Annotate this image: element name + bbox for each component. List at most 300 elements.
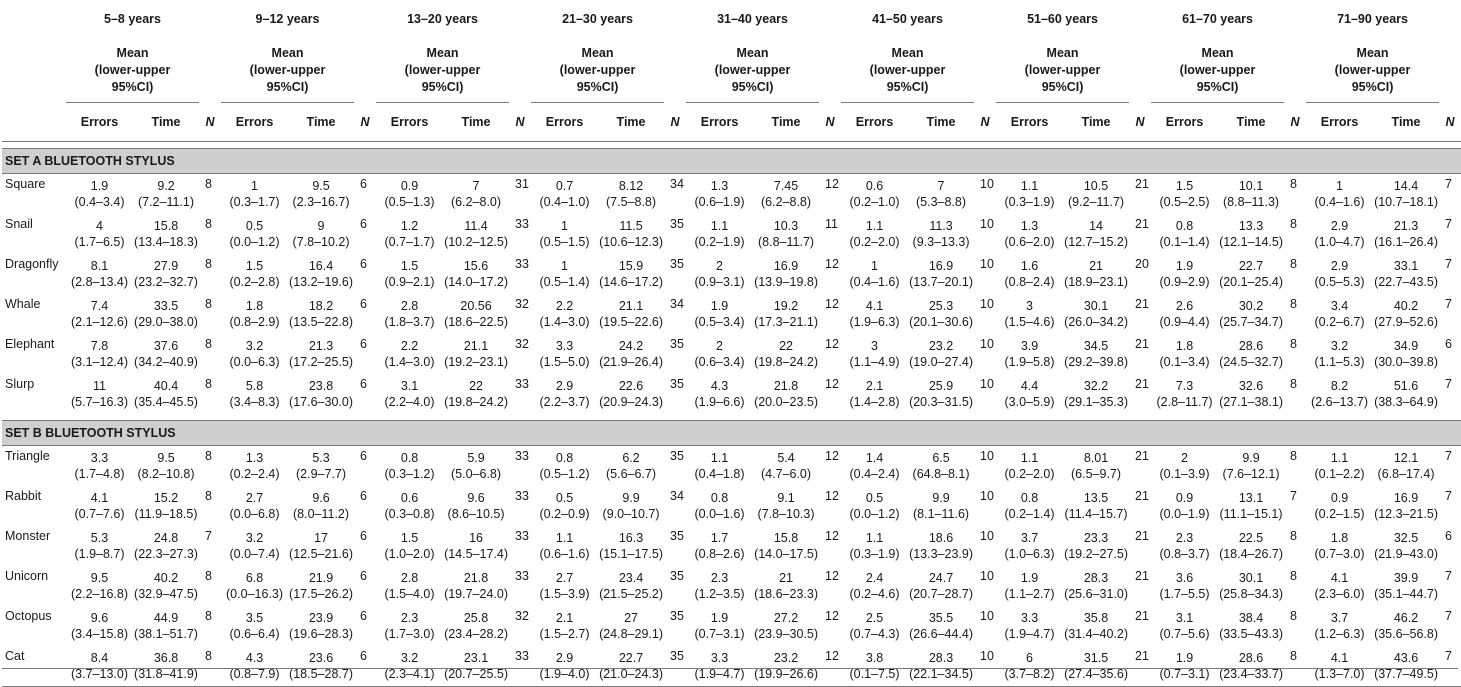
errors-ci: (0.6–1.9) [694, 195, 745, 209]
time-ci: (26.6–44.4) [909, 627, 973, 641]
time-ci: (20.9–24.3) [599, 395, 663, 409]
time-cell [908, 254, 974, 294]
errors-cell [996, 446, 1063, 487]
time-mean: 34.5 [1083, 339, 1109, 353]
header-blank [1129, 0, 1151, 38]
errors-ci: (1.4–3.0) [384, 355, 435, 369]
time-mean: 36.8 [153, 651, 179, 665]
errors-cell [376, 294, 443, 334]
time-mean: 9 [317, 219, 325, 233]
time-mean: 16 [469, 531, 483, 545]
mean-label: Mean [581, 45, 614, 60]
row-label: Elephant [5, 337, 55, 351]
time-cell [288, 646, 354, 687]
time-mean: 19.2 [773, 299, 799, 313]
errors-mean: 2 [716, 339, 723, 353]
errors-mean: 2.3 [1175, 531, 1194, 545]
mean-label-range: (lower-upper [249, 62, 326, 77]
errors-mean: 11 [93, 379, 106, 393]
table-row [2, 486, 1461, 526]
errors-mean: 4.1 [865, 299, 884, 313]
errors-cell [376, 566, 443, 606]
errors-mean: 5.8 [245, 379, 264, 393]
n-cell: 21 [1135, 529, 1149, 543]
time-ci: (13.9–19.8) [754, 275, 818, 289]
time-cell [598, 446, 664, 487]
mean-label-ci: 95%CI) [111, 79, 154, 94]
errors-cell [531, 214, 598, 254]
errors-mean: 1.1 [1020, 451, 1039, 465]
time-mean: 37.6 [153, 339, 179, 353]
time-mean: 9.1 [777, 491, 795, 505]
errors-mean: 1.8 [1175, 339, 1194, 353]
errors-cell [1151, 374, 1218, 414]
time-ci: (27.9–52.6) [1374, 315, 1438, 329]
errors-cell [531, 254, 598, 294]
errors-ci: (0.7–7.6) [74, 507, 125, 521]
time-mean: 39.9 [1393, 571, 1419, 585]
errors-mean: 1.3 [245, 451, 264, 465]
mean-label: Mean [271, 45, 304, 60]
time-ci: (21.9–26.4) [599, 355, 663, 369]
errors-mean: 3 [1026, 299, 1033, 313]
time-cell [908, 646, 974, 687]
mean-label: Mean [891, 45, 924, 60]
errors-ci: (0.8–2.4) [1004, 275, 1055, 289]
errors-ci: (1.7–5.5) [1159, 587, 1210, 601]
time-mean: 21 [779, 571, 793, 585]
time-cell [288, 254, 354, 294]
errors-mean: 0.8 [400, 451, 419, 465]
errors-ci: (1.2–3.5) [694, 587, 745, 601]
errors-header: Errors [376, 103, 443, 142]
errors-mean: 0.9 [1175, 491, 1194, 505]
errors-mean: 3.8 [865, 651, 884, 665]
mean-label-range: (lower-upper [94, 62, 171, 77]
time-mean: 25.8 [463, 611, 489, 625]
time-cell [443, 214, 509, 254]
errors-mean: 3.3 [555, 339, 574, 353]
errors-ci: (0.3–1.2) [384, 467, 435, 481]
time-cell [908, 606, 974, 646]
errors-ci: (0.9–2.1) [384, 275, 435, 289]
header-blank [1439, 0, 1461, 38]
time-mean: 23.2 [928, 339, 954, 353]
time-mean: 25.9 [928, 379, 954, 393]
n-cell: 7 [1445, 489, 1452, 503]
errors-ci: (2.8–11.7) [1156, 395, 1213, 409]
time-ci: (22.7–43.5) [1374, 275, 1438, 289]
errors-mean: 7.3 [1175, 379, 1194, 393]
errors-ci: (0.0–1.6) [694, 507, 745, 521]
errors-ci: (0.5–3.4) [694, 315, 745, 329]
n-cell: 10 [980, 489, 994, 503]
time-cell [1218, 214, 1284, 254]
time-ci: (7.2–11.1) [137, 195, 195, 209]
mean-label-range: (lower-upper [559, 62, 636, 77]
errors-mean: 2.6 [1175, 299, 1194, 313]
errors-ci: (0.5–1.2) [539, 467, 590, 481]
errors-mean: 8.1 [90, 259, 109, 273]
errors-cell [531, 294, 598, 334]
errors-mean: 3 [871, 339, 878, 353]
time-ci: (18.5–28.7) [289, 667, 353, 681]
time-cell [753, 646, 819, 687]
errors-cell [996, 334, 1063, 374]
time-ci: (26.0–34.2) [1064, 315, 1128, 329]
n-cell: 21 [1135, 489, 1149, 503]
errors-ci: (0.2–6.7) [1314, 315, 1365, 329]
errors-mean: 1.9 [710, 611, 729, 625]
n-cell: 7 [1445, 609, 1452, 623]
time-cell [1218, 486, 1284, 526]
time-mean: 9.9 [1242, 451, 1260, 465]
time-cell [908, 566, 974, 606]
time-ci: (23.4–28.2) [444, 627, 508, 641]
time-ci: (6.8–17.4) [1377, 467, 1435, 481]
errors-cell [1151, 646, 1218, 687]
n-cell: 7 [1445, 217, 1452, 231]
errors-cell [531, 526, 598, 566]
errors-header: Errors [1151, 103, 1218, 142]
time-mean: 27.2 [773, 611, 799, 625]
n-cell: 21 [1135, 297, 1149, 311]
time-ci: (29.0–38.0) [134, 315, 198, 329]
header-blank [664, 0, 686, 38]
errors-mean: 0.9 [400, 179, 419, 193]
n-cell: 7 [1445, 569, 1452, 583]
errors-mean: 1.8 [245, 299, 264, 313]
errors-mean: 1.5 [245, 259, 264, 273]
errors-ci: (0.4–1.8) [694, 467, 745, 481]
time-cell [1218, 606, 1284, 646]
mean-label: Mean [1046, 45, 1079, 60]
time-mean: 28.3 [1083, 571, 1109, 585]
errors-ci: (0.1–1.4) [1159, 235, 1210, 249]
time-cell [288, 174, 354, 215]
time-cell [133, 294, 199, 334]
time-cell [133, 526, 199, 566]
header-blank [199, 38, 221, 103]
n-cell: 8 [1290, 569, 1297, 583]
errors-mean: 2.9 [555, 379, 574, 393]
time-cell [1063, 646, 1129, 687]
time-cell [443, 526, 509, 566]
time-mean: 9.6 [312, 491, 330, 505]
errors-cell [841, 526, 908, 566]
errors-mean: 0.5 [555, 491, 574, 505]
n-cell: 8 [1290, 297, 1297, 311]
age-group-header: 51–60 years [1027, 12, 1098, 26]
time-ci: (21.0–24.3) [599, 667, 663, 681]
time-ci: (9.0–10.7) [602, 507, 660, 521]
errors-ci: (1.5–4.6) [1004, 315, 1055, 329]
mean-ci-header [1151, 38, 1284, 103]
errors-cell [1306, 174, 1373, 215]
age-group-header: 21–30 years [562, 12, 633, 26]
errors-ci: (0.5–1.4) [539, 275, 590, 289]
errors-ci: (0.5–1.3) [384, 195, 435, 209]
header-blank [509, 0, 531, 38]
time-cell [133, 334, 199, 374]
time-ci: (17.6–30.0) [289, 395, 353, 409]
errors-mean: 7.4 [90, 299, 109, 313]
time-ci: (8.8–11.3) [1223, 195, 1280, 209]
time-mean: 15.6 [463, 259, 489, 273]
errors-cell [996, 374, 1063, 414]
errors-mean: 1.3 [1020, 219, 1039, 233]
time-ci: (35.4–45.5) [134, 395, 198, 409]
time-mean: 21.1 [463, 339, 489, 353]
n-cell: 6 [360, 337, 367, 351]
time-ci: (20.7–28.7) [909, 587, 973, 601]
n-cell: 34 [670, 297, 684, 311]
errors-ci: (1.4–3.0) [539, 315, 590, 329]
table-row [2, 254, 1461, 294]
errors-ci: (1.8–3.7) [384, 315, 435, 329]
errors-cell [996, 526, 1063, 566]
time-cell [443, 334, 509, 374]
results-table [2, 0, 1461, 687]
time-ci: (19.6–28.3) [289, 627, 353, 641]
errors-cell [1151, 254, 1218, 294]
n-cell: 12 [825, 177, 839, 191]
time-mean: 23.4 [618, 571, 644, 585]
n-cell: 8 [1290, 377, 1297, 391]
errors-mean: 0.7 [555, 179, 574, 193]
errors-ci: (0.8–7.9) [229, 667, 280, 681]
row-label: Dragonfly [5, 257, 59, 271]
errors-mean: 1.7 [710, 531, 729, 545]
time-header: Time [1373, 103, 1439, 142]
n-cell: 10 [980, 177, 994, 191]
errors-mean: 5.3 [90, 531, 109, 545]
errors-mean: 1.1 [865, 531, 884, 545]
time-mean: 20.56 [460, 299, 492, 313]
errors-cell [221, 254, 288, 294]
errors-mean: 0.9 [1330, 491, 1349, 505]
time-ci: (19.7–24.0) [444, 587, 508, 601]
time-mean: 7 [472, 179, 480, 193]
n-cell: 7 [1445, 177, 1452, 191]
time-cell [1373, 254, 1439, 294]
errors-cell [376, 254, 443, 294]
time-mean: 9.5 [157, 451, 175, 465]
time-mean: 5.3 [312, 451, 330, 465]
time-cell [443, 486, 509, 526]
time-mean: 22.5 [1238, 531, 1264, 545]
errors-ci: (0.7–5.6) [1159, 627, 1210, 641]
time-ci: (5.6–6.7) [606, 467, 657, 481]
time-ci: (17.2–25.5) [289, 355, 353, 369]
time-ci: (7.8–10.2) [292, 235, 350, 249]
errors-cell [531, 174, 598, 215]
time-mean: 6.5 [932, 451, 950, 465]
n-header: N [1284, 103, 1306, 142]
errors-mean: 3.2 [400, 651, 419, 665]
n-cell: 21 [1135, 449, 1149, 463]
section-header: SET B BLUETOOTH STYLUS [2, 421, 1461, 446]
time-mean: 7 [937, 179, 945, 193]
errors-ci: (1.9–4.7) [1004, 627, 1055, 641]
errors-ci: (0.0–6.8) [229, 507, 280, 521]
errors-ci: (0.2–2.0) [849, 235, 900, 249]
header-blank [1284, 38, 1306, 103]
errors-mean: 1.2 [400, 219, 419, 233]
time-cell [1373, 646, 1439, 687]
errors-cell [221, 214, 288, 254]
errors-mean: 6 [1026, 651, 1033, 665]
time-mean: 21.8 [463, 571, 489, 585]
header-blank [199, 0, 221, 38]
time-ci: (20.3–31.5) [909, 395, 973, 409]
errors-cell [686, 446, 753, 487]
mean-label-ci: 95%CI) [886, 79, 929, 94]
errors-mean: 1.1 [555, 531, 574, 545]
time-ci: (7.6–12.1) [1222, 467, 1280, 481]
errors-ci: (0.5–5.3) [1314, 275, 1365, 289]
time-mean: 16.9 [1393, 491, 1419, 505]
errors-mean: 9.6 [90, 611, 109, 625]
n-cell: 7 [1445, 257, 1452, 271]
header-blank [819, 38, 841, 103]
n-cell: 32 [515, 337, 529, 351]
errors-mean: 4.1 [1330, 571, 1349, 585]
errors-cell [1306, 214, 1373, 254]
errors-ci: (3.0–5.9) [1004, 395, 1055, 409]
row-label: Monster [5, 529, 51, 543]
errors-mean: 1.5 [400, 259, 419, 273]
errors-cell [531, 486, 598, 526]
table-bottom-rule [2, 668, 1458, 669]
errors-cell [1151, 174, 1218, 215]
mean-label-ci: 95%CI) [1351, 79, 1394, 94]
errors-mean: 0.6 [865, 179, 884, 193]
time-cell [753, 566, 819, 606]
time-ci: (23.9–30.5) [754, 627, 818, 641]
n-cell: 35 [670, 337, 684, 351]
errors-mean: 1 [561, 259, 568, 273]
time-cell [133, 254, 199, 294]
time-mean: 46.2 [1393, 611, 1419, 625]
time-mean: 9.6 [467, 491, 485, 505]
time-ci: (35.6–56.8) [1374, 627, 1438, 641]
n-cell: 33 [509, 646, 531, 687]
row-label: Rabbit [5, 489, 42, 503]
mean-ci-header [686, 38, 819, 103]
time-mean: 10.5 [1083, 179, 1109, 193]
time-cell [133, 606, 199, 646]
errors-ci: (0.4–2.4) [849, 467, 900, 481]
time-ci: (8.8–11.7) [758, 235, 815, 249]
time-mean: 30.1 [1238, 571, 1264, 585]
n-cell: 12 [825, 609, 839, 623]
errors-mean: 1.6 [1020, 259, 1039, 273]
errors-ci: (0.6–2.0) [1004, 235, 1055, 249]
errors-cell [686, 334, 753, 374]
errors-ci: (0.6–6.4) [229, 627, 280, 641]
time-ci: (31.8–41.9) [134, 667, 198, 681]
time-ci: (14.5–17.4) [444, 547, 508, 561]
time-mean: 28.3 [928, 651, 954, 665]
errors-header: Errors [686, 103, 753, 142]
n-cell: 8 [1290, 609, 1297, 623]
errors-cell [531, 446, 598, 487]
time-cell [288, 606, 354, 646]
errors-mean: 3.3 [710, 651, 729, 665]
time-mean: 8.01 [1083, 451, 1109, 465]
mean-ci-header [531, 38, 664, 103]
errors-cell [841, 446, 908, 487]
time-ci: (38.3–64.9) [1374, 395, 1438, 409]
time-mean: 13.3 [1238, 219, 1264, 233]
n-cell: 6 [360, 569, 367, 583]
time-ci: (64.8–8.1) [912, 467, 970, 481]
n-cell: 12 [825, 377, 839, 391]
errors-mean: 8.2 [1330, 379, 1349, 393]
errors-cell [221, 334, 288, 374]
errors-cell [1306, 526, 1373, 566]
time-ci: (6.5–9.7) [1071, 467, 1122, 481]
time-cell [1218, 334, 1284, 374]
errors-cell [66, 526, 133, 566]
time-cell [598, 526, 664, 566]
time-ci: (19.9–26.6) [754, 667, 818, 681]
time-mean: 9.5 [312, 179, 330, 193]
n-cell: 8 [1290, 337, 1297, 351]
time-ci: (7.5–8.8) [606, 195, 657, 209]
errors-ci: (1.0–4.7) [1314, 235, 1365, 249]
time-cell [133, 374, 199, 414]
n-cell: 6 [354, 646, 376, 687]
mean-label-ci: 95%CI) [266, 79, 309, 94]
time-cell [598, 214, 664, 254]
time-cell [1373, 334, 1439, 374]
n-cell: 35 [670, 217, 684, 231]
time-cell [908, 294, 974, 334]
n-cell: 8 [205, 489, 212, 503]
errors-ci: (3.1–12.4) [71, 355, 128, 369]
errors-mean: 0.8 [1020, 491, 1039, 505]
errors-mean: 2.8 [400, 299, 419, 313]
errors-header: Errors [221, 103, 288, 142]
time-mean: 40.2 [1393, 299, 1419, 313]
errors-ci: (1.3–7.0) [1314, 667, 1365, 681]
n-cell: 6 [360, 489, 367, 503]
time-mean: 22.7 [1238, 259, 1264, 273]
errors-ci: (2.2–3.7) [539, 395, 590, 409]
row-label: Slurp [5, 377, 35, 391]
n-cell: 12 [825, 569, 839, 583]
errors-ci: (1.2–6.3) [1314, 627, 1365, 641]
time-ci: (35.1–44.7) [1374, 587, 1438, 601]
time-ci: (13.3–23.9) [909, 547, 973, 561]
errors-ci: (1.5–5.0) [539, 355, 590, 369]
mean-label-range: (lower-upper [1024, 62, 1101, 77]
n-cell: 21 [1135, 217, 1149, 231]
table-row [2, 526, 1461, 566]
errors-ci: (0.2–1.4) [1004, 507, 1055, 521]
errors-mean: 0.5 [245, 219, 264, 233]
errors-ci: (0.1–3.4) [1159, 355, 1210, 369]
n-cell: 10 [974, 646, 996, 687]
errors-cell [66, 374, 133, 414]
errors-ci: (0.1–3.9) [1159, 467, 1210, 481]
time-cell [288, 374, 354, 414]
errors-header: Errors [1306, 103, 1373, 142]
errors-cell [996, 254, 1063, 294]
errors-mean: 2.2 [555, 299, 574, 313]
